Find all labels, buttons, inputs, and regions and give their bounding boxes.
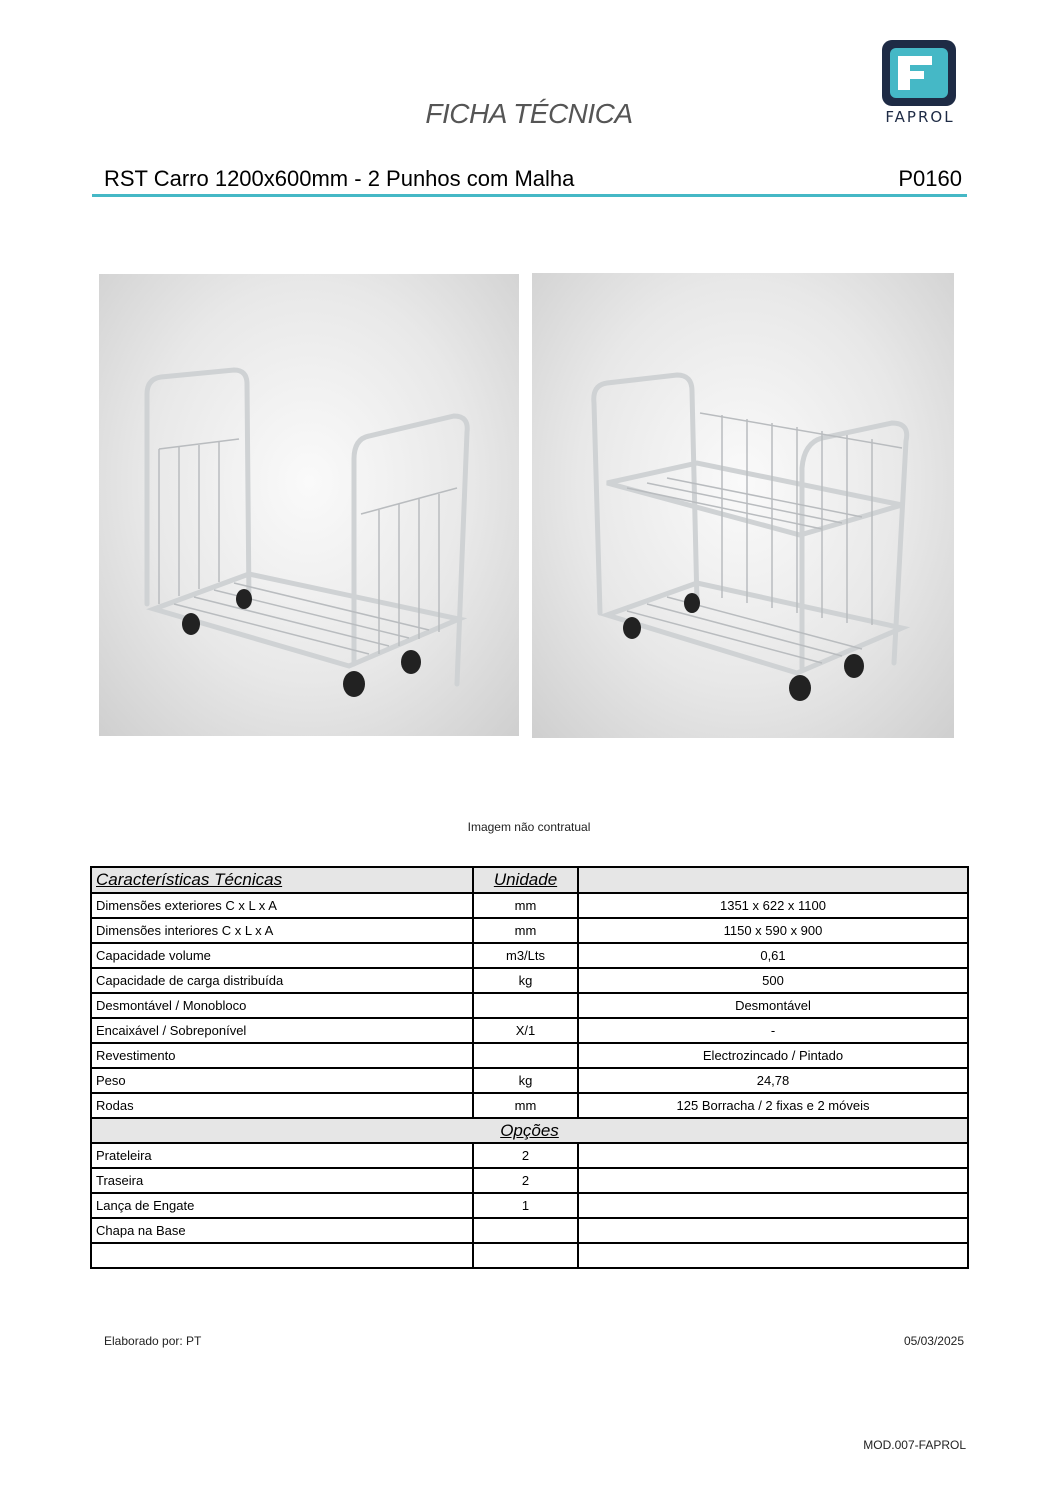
cell-label: Capacidade volume xyxy=(91,943,473,968)
cell-unit: 2 xyxy=(473,1143,578,1168)
cell-value xyxy=(578,1193,968,1218)
table-row xyxy=(91,993,968,1018)
document-date: 05/03/2025 xyxy=(903,1334,964,1348)
model-reference: MOD.007-FAPROL xyxy=(863,1438,966,1452)
cell-label: Encaixável / Sobreponível xyxy=(91,1018,473,1043)
table-row xyxy=(91,1093,968,1118)
cell-unit: mm xyxy=(473,893,578,918)
table-row xyxy=(91,1018,968,1043)
cell-value: 0,61 xyxy=(578,943,968,968)
title-divider xyxy=(92,194,967,197)
cell-unit xyxy=(473,1043,578,1068)
option-row xyxy=(91,1193,968,1218)
cell-unit: m3/Lts xyxy=(473,943,578,968)
table-row xyxy=(91,918,968,943)
cell-unit xyxy=(473,1243,578,1268)
cart-shelf-icon xyxy=(532,273,954,738)
cell-value: Electrozincado / Pintado xyxy=(578,1043,968,1068)
cell-unit: kg xyxy=(473,1068,578,1093)
option-row xyxy=(91,1243,968,1268)
image-disclaimer: Imagem não contratual xyxy=(467,820,591,834)
cell-label: Capacidade de carga distribuída xyxy=(91,968,473,993)
cell-unit xyxy=(473,1218,578,1243)
cell-unit: mm xyxy=(473,918,578,943)
options-title: Opções xyxy=(91,1118,968,1143)
table-row xyxy=(91,1068,968,1093)
cell-value: 500 xyxy=(578,968,968,993)
product-code: P0160 xyxy=(898,166,962,191)
options-header-row xyxy=(91,1118,968,1143)
table-row xyxy=(91,968,968,993)
table-row xyxy=(91,893,968,918)
prepared-by: Elaborado por: PT xyxy=(104,1334,202,1348)
cell-value: Desmontável xyxy=(578,993,968,1018)
cell-label: Revestimento xyxy=(91,1043,473,1068)
cell-value xyxy=(578,1168,968,1193)
header-unit: Unidade xyxy=(473,867,578,893)
cell-value xyxy=(578,1218,968,1243)
cell-value xyxy=(578,1243,968,1268)
header-value xyxy=(578,867,968,893)
cell-value: 24,78 xyxy=(578,1068,968,1093)
table-header-row xyxy=(91,867,968,893)
cell-label: Desmontável / Monobloco xyxy=(91,993,473,1018)
cell-label: Peso xyxy=(91,1068,473,1093)
cell-label: Chapa na Base xyxy=(91,1218,473,1243)
cell-label: Traseira xyxy=(91,1168,473,1193)
cell-unit: X/1 xyxy=(473,1018,578,1043)
cell-unit xyxy=(473,993,578,1018)
cell-label xyxy=(91,1243,473,1268)
cell-label: Dimensões interiores C x L x A xyxy=(91,918,473,943)
cell-value: 125 Borracha / 2 fixas e 2 móveis xyxy=(578,1093,968,1118)
cart-icon xyxy=(99,274,519,736)
cell-unit: kg xyxy=(473,968,578,993)
cell-label: Rodas xyxy=(91,1093,473,1118)
cell-unit: 2 xyxy=(473,1168,578,1193)
page-title: FICHA TÉCNICA xyxy=(425,98,633,129)
cell-label: Prateleira xyxy=(91,1143,473,1168)
cell-label: Lança de Engate xyxy=(91,1193,473,1218)
cell-value: 1351 x 622 x 1100 xyxy=(578,893,968,918)
cell-unit: mm xyxy=(473,1093,578,1118)
specifications-table xyxy=(90,866,969,1269)
table-row xyxy=(91,943,968,968)
cell-value: 1150 x 590 x 900 xyxy=(578,918,968,943)
header-characteristics: Características Técnicas xyxy=(91,867,473,893)
logo-wordmark: FAPROL xyxy=(885,108,955,126)
cell-value xyxy=(578,1143,968,1168)
table-row xyxy=(91,1043,968,1068)
product-photo-cart xyxy=(99,274,519,736)
option-row xyxy=(91,1143,968,1168)
product-photo-cart-with-shelf xyxy=(532,273,954,738)
option-row xyxy=(91,1218,968,1243)
product-name: RST Carro 1200x600mm - 2 Punhos com Malha xyxy=(104,166,575,191)
option-row xyxy=(91,1168,968,1193)
cell-unit: 1 xyxy=(473,1193,578,1218)
cell-value: - xyxy=(578,1018,968,1043)
cell-label: Dimensões exteriores C x L x A xyxy=(91,893,473,918)
